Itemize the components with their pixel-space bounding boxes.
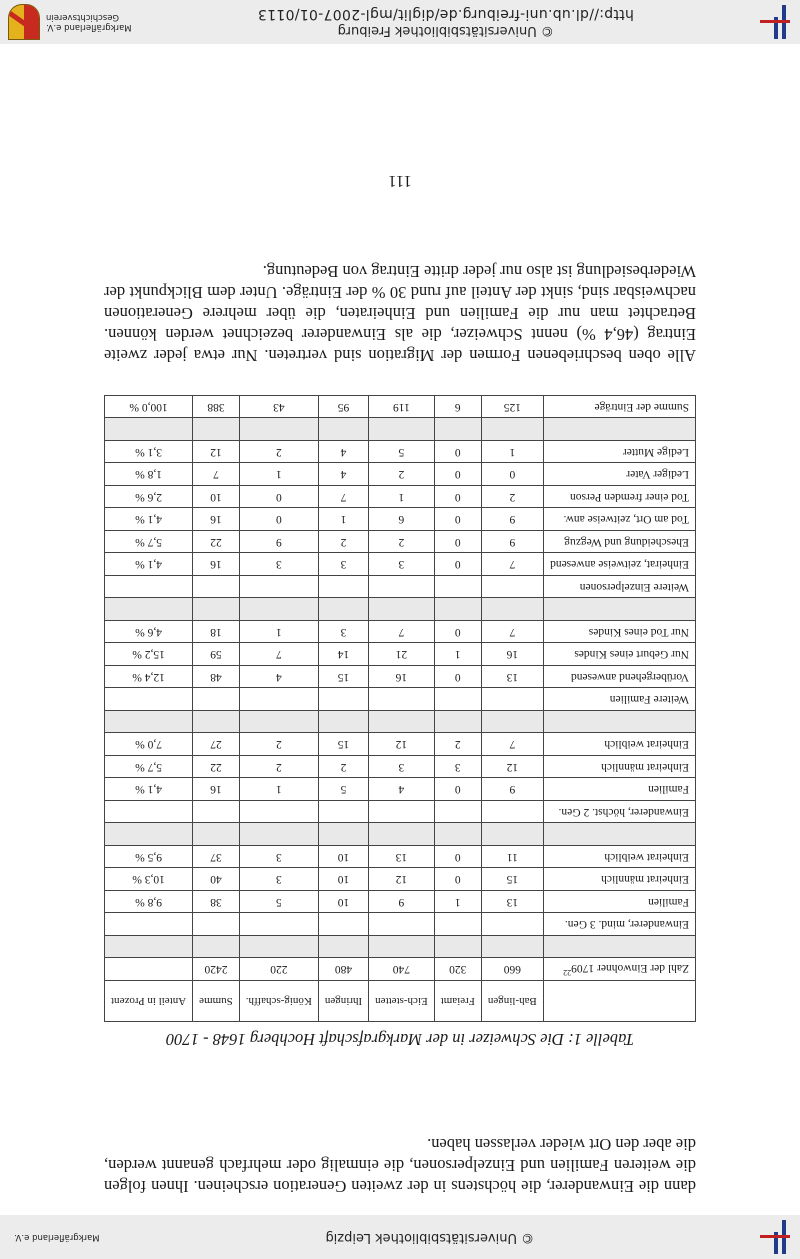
table-row-label-text: Weitere Einzelpersonen xyxy=(579,580,689,593)
table-cell: 7 xyxy=(193,463,240,486)
table-cell: 4,1 % xyxy=(105,553,193,576)
table-row-label xyxy=(543,823,695,846)
table-cell: 7 xyxy=(318,486,368,509)
table-cell: 0 xyxy=(239,508,318,531)
table-cell: 9 xyxy=(481,531,543,554)
table-cell xyxy=(434,823,481,846)
table-cell xyxy=(369,576,435,599)
table-cell xyxy=(105,958,193,981)
footer-organization-text xyxy=(46,12,132,32)
table-cell: 16 xyxy=(369,666,435,689)
table-cell: 5 xyxy=(239,891,318,914)
library-logo-icon xyxy=(760,5,790,39)
table-cell: 388 xyxy=(193,396,240,419)
table-cell: 320 xyxy=(434,958,481,981)
table-cell xyxy=(481,576,543,599)
table-row-label xyxy=(543,531,695,554)
table-cell xyxy=(434,688,481,711)
table-cell: 4 xyxy=(318,441,368,464)
table-cell xyxy=(193,418,240,441)
table-row xyxy=(105,441,696,464)
table-cell xyxy=(239,801,318,824)
footer-organization-line2: Geschichtsverein xyxy=(46,12,120,22)
table-row xyxy=(105,958,696,981)
table-cell xyxy=(239,576,318,599)
table-cell xyxy=(239,913,318,936)
table-cell: 12 xyxy=(369,868,435,891)
table-cell xyxy=(481,913,543,936)
table-cell: 0 xyxy=(239,486,318,509)
table-cell: 10 xyxy=(318,868,368,891)
table-cell xyxy=(318,576,368,599)
table-cell: 3,1 % xyxy=(105,441,193,464)
table-cell xyxy=(434,801,481,824)
table-row xyxy=(105,891,696,914)
table-row-label xyxy=(543,733,695,756)
table-cell: 740 xyxy=(369,958,435,981)
table-cell: 16 xyxy=(193,778,240,801)
table-row-label-text: Familien xyxy=(648,895,689,908)
table-cell: 3 xyxy=(239,846,318,869)
table-cell: 10 xyxy=(318,891,368,914)
table-row-label xyxy=(543,621,695,644)
table-cell: 3 xyxy=(369,756,435,779)
table-cell: 15 xyxy=(481,868,543,891)
table-cell: 4 xyxy=(369,778,435,801)
table-cell xyxy=(369,418,435,441)
table-row-label xyxy=(543,553,695,576)
table-row-label xyxy=(543,508,695,531)
table-row xyxy=(105,801,696,824)
table-cell xyxy=(434,936,481,959)
table-cell xyxy=(369,711,435,734)
table-cell xyxy=(105,576,193,599)
table-cell xyxy=(434,598,481,621)
table-cell: 2 xyxy=(318,756,368,779)
table-cell: 2 xyxy=(239,733,318,756)
table-row xyxy=(105,531,696,554)
table-cell xyxy=(193,688,240,711)
table-row xyxy=(105,643,696,666)
footer-url-link[interactable]: http://dl.ub.uni-freiburg.de/diglit/mgl-2007-01/0113 xyxy=(257,6,634,22)
table-cell: 12 xyxy=(481,756,543,779)
table-cell: 37 xyxy=(193,846,240,869)
table-row-label xyxy=(543,688,695,711)
table-row xyxy=(105,508,696,531)
table-row xyxy=(105,778,696,801)
table-row-label xyxy=(543,891,695,914)
footer-band xyxy=(0,0,800,44)
table-row-label-text: Einheirat, zeitweise anwesend xyxy=(550,558,689,571)
table-cell: 7 xyxy=(481,733,543,756)
table-cell xyxy=(239,823,318,846)
footer-copyright: © Universitätsbibliothek Freiburg xyxy=(337,23,554,38)
table-cell: 9,8 % xyxy=(105,891,193,914)
table-row-label-text: Nur Geburt eines Kindes xyxy=(574,648,689,661)
table-row xyxy=(105,913,696,936)
table-cell: 1 xyxy=(434,891,481,914)
table-cell: 14 xyxy=(318,643,368,666)
table-cell xyxy=(481,418,543,441)
table-row-label xyxy=(543,598,695,621)
table-cell: 0 xyxy=(481,463,543,486)
table-row-label-text: Einwanderer, mind. 3 Gen. xyxy=(564,918,689,931)
table-cell: 1 xyxy=(481,441,543,464)
table-cell xyxy=(318,688,368,711)
paragraph-conclusion: Alle oben beschriebenen Formen der Migration sind vertreten. Nur etwa jeder zweite Eintrag (46,4 %) nennt Schweizer, die als Einwanderer bezeichnet werden können. Betrachtet man nur die Familien und Einheiraten, die über mehrere Generationen nachweisbar sind, sinkt der Anteil auf rund 30 % der Einträge. Unter dem Blickpunkt der Wiederbesiedlung ist also nur jeder dritte Eintrag von Bedeutung. xyxy=(104,262,696,365)
table-cell xyxy=(193,598,240,621)
table-cell xyxy=(369,823,435,846)
table-cell xyxy=(481,801,543,824)
table-separator-row xyxy=(105,598,696,621)
table-cell: 9 xyxy=(481,778,543,801)
table-cell: 119 xyxy=(369,396,435,419)
table-row-label xyxy=(543,846,695,869)
table-cell: 3 xyxy=(239,868,318,891)
table-cell xyxy=(239,936,318,959)
table-cell xyxy=(105,823,193,846)
table-row xyxy=(105,733,696,756)
header-organization: Markgräflerland e.V. xyxy=(14,1232,100,1242)
table-cell xyxy=(318,913,368,936)
table-cell: 16 xyxy=(193,508,240,531)
table-row-label xyxy=(543,958,695,981)
table-cell: 6 xyxy=(434,396,481,419)
table-row xyxy=(105,576,696,599)
table-separator-row xyxy=(105,418,696,441)
table-row-label-text: Summe der Einträge xyxy=(594,400,689,413)
table-row-label xyxy=(543,868,695,891)
table-cell xyxy=(318,418,368,441)
table-cell xyxy=(481,823,543,846)
table-header-cell: Ihringen xyxy=(318,981,368,1022)
table-cell xyxy=(369,936,435,959)
table-cell xyxy=(481,598,543,621)
table-row-label xyxy=(543,778,695,801)
table-cell xyxy=(434,913,481,936)
table-row-label-text: Familien xyxy=(648,783,689,796)
table-cell: 0 xyxy=(434,531,481,554)
table-cell xyxy=(193,913,240,936)
table-cell xyxy=(239,418,318,441)
table-cell: 0 xyxy=(434,441,481,464)
table-cell: 22 xyxy=(193,531,240,554)
table-cell: 1 xyxy=(239,621,318,644)
table-cell: 1 xyxy=(369,486,435,509)
table-cell xyxy=(105,598,193,621)
table-row-label xyxy=(543,463,695,486)
table-row-label xyxy=(543,418,695,441)
table-cell xyxy=(105,418,193,441)
table-row-label-text: Ledige Mutter xyxy=(622,445,689,458)
table-cell: 2 xyxy=(481,486,543,509)
table-cell: 4,1 % xyxy=(105,508,193,531)
table-row xyxy=(105,486,696,509)
table-cell: 7 xyxy=(369,621,435,644)
table-cell: 6 xyxy=(369,508,435,531)
footer-text xyxy=(132,6,760,38)
table-cell: 4,1 % xyxy=(105,778,193,801)
table-cell xyxy=(369,688,435,711)
table-row xyxy=(105,396,696,419)
table-cell: 4 xyxy=(239,666,318,689)
table-cell: 0 xyxy=(434,508,481,531)
table-cell: 7 xyxy=(481,553,543,576)
table-cell xyxy=(318,598,368,621)
table-cell xyxy=(434,418,481,441)
table-separator-row xyxy=(105,936,696,959)
footer-organization xyxy=(8,4,132,40)
table-cell: 10 xyxy=(193,486,240,509)
table-cell xyxy=(105,913,193,936)
table-row-label xyxy=(543,486,695,509)
table-cell: 16 xyxy=(193,553,240,576)
page-number: 111 xyxy=(388,172,412,191)
table-cell: 1 xyxy=(239,778,318,801)
table-cell: 2 xyxy=(239,756,318,779)
table-row-label-text: Nur Tod eines Kindes xyxy=(588,625,689,638)
table-cell: 220 xyxy=(239,958,318,981)
table-row-label-text: Einwanderer, höchst. 2 Gen. xyxy=(558,805,689,818)
table-cell: 3 xyxy=(239,553,318,576)
table-cell: 2 xyxy=(239,441,318,464)
table-cell: 125 xyxy=(481,396,543,419)
table-cell xyxy=(193,711,240,734)
table-row-label-text: Weitere Familien xyxy=(609,693,689,706)
table-cell: 9,5 % xyxy=(105,846,193,869)
table-cell: 1 xyxy=(239,463,318,486)
table-cell xyxy=(369,801,435,824)
table-cell: 22 xyxy=(193,756,240,779)
footnote-marker: 22 xyxy=(563,967,572,977)
table-row xyxy=(105,756,696,779)
table-cell: 2 xyxy=(434,733,481,756)
table-header-cell: Freiamt xyxy=(434,981,481,1022)
table-header-cell: König-schaffh. xyxy=(239,981,318,1022)
table-row-label-text: Vorübergehend anwesend xyxy=(570,670,689,683)
table-cell xyxy=(105,688,193,711)
table-cell: 0 xyxy=(434,868,481,891)
table-cell xyxy=(105,801,193,824)
table-row-label xyxy=(543,396,695,419)
table-cell: 12,4 % xyxy=(105,666,193,689)
table-cell: 0 xyxy=(434,463,481,486)
table-cell: 13 xyxy=(481,891,543,914)
table-cell: 5,7 % xyxy=(105,531,193,554)
table-cell: 13 xyxy=(369,846,435,869)
table-row-label-text: Einheirat männlich xyxy=(601,760,689,773)
table-cell: 9 xyxy=(369,891,435,914)
table-cell: 10,3 % xyxy=(105,868,193,891)
table-cell xyxy=(434,711,481,734)
paragraph-intro: dann die Einwanderer, die höchstens in der zweiten Generation erscheinen. Ihnen folgen die weiteren Familien und Einzelpersonen, die einmalig oder mehrfach genannt werden, die aber den Ort wieder verlassen haben. xyxy=(104,1135,696,1196)
table-row-label xyxy=(543,801,695,824)
table-cell xyxy=(105,936,193,959)
table-cell: 21 xyxy=(369,643,435,666)
table-cell xyxy=(239,598,318,621)
table-cell: 4 xyxy=(318,463,368,486)
table-cell: 0 xyxy=(434,486,481,509)
table-cell: 0 xyxy=(434,778,481,801)
table-cell: 10 xyxy=(318,846,368,869)
table-cell: 4,6 % xyxy=(105,621,193,644)
table-header-cell xyxy=(543,981,695,1022)
table-header-cell: Bah-lingen xyxy=(481,981,543,1022)
table-cell: 660 xyxy=(481,958,543,981)
table-cell: 7 xyxy=(481,621,543,644)
table-row xyxy=(105,463,696,486)
footer-organization-line1: Markgräflerland e.V. xyxy=(46,22,132,32)
table-row-label-text: Einheirat weiblich xyxy=(604,850,689,863)
table-cell: 5 xyxy=(318,778,368,801)
table-header-cell: Eich-stetten xyxy=(369,981,435,1022)
table-row-label-text: Einheirat männlich xyxy=(601,873,689,886)
table-cell xyxy=(193,801,240,824)
table-cell: 11 xyxy=(481,846,543,869)
table-row-label xyxy=(543,756,695,779)
table-cell: 38 xyxy=(193,891,240,914)
table-cell: 0 xyxy=(434,553,481,576)
table-row-label-text: Tod am Ort, zeitweise anw. xyxy=(563,513,689,526)
table-cell: 1,8 % xyxy=(105,463,193,486)
table-cell: 40 xyxy=(193,868,240,891)
table-row-label xyxy=(543,576,695,599)
table-row-label xyxy=(543,643,695,666)
table-cell: 5 xyxy=(369,441,435,464)
table-cell xyxy=(105,711,193,734)
table-row-label xyxy=(543,913,695,936)
table-row xyxy=(105,868,696,891)
table-header-row xyxy=(105,981,696,1022)
table-cell: 3 xyxy=(318,553,368,576)
table-cell xyxy=(481,711,543,734)
header-library-text: © Universitätsbibliothek Leipzig xyxy=(325,1230,535,1245)
table-cell: 2,6 % xyxy=(105,486,193,509)
table-cell xyxy=(193,823,240,846)
table-cell xyxy=(193,576,240,599)
table-cell: 0 xyxy=(434,621,481,644)
table-cell: 18 xyxy=(193,621,240,644)
table-row-label xyxy=(543,711,695,734)
table-cell: 48 xyxy=(193,666,240,689)
table-row xyxy=(105,666,696,689)
table-header-cell: Summe xyxy=(193,981,240,1022)
table-cell: 2 xyxy=(369,463,435,486)
table-separator-row xyxy=(105,711,696,734)
table-cell xyxy=(369,913,435,936)
table-row xyxy=(105,553,696,576)
table-cell xyxy=(369,598,435,621)
table-cell: 3 xyxy=(369,553,435,576)
table-cell: 5,7 % xyxy=(105,756,193,779)
table-header-cell: Anteil in Prozent xyxy=(105,981,193,1022)
table-cell: 95 xyxy=(318,396,368,419)
table-cell: 59 xyxy=(193,643,240,666)
table-cell: 2 xyxy=(318,531,368,554)
table-cell: 9 xyxy=(239,531,318,554)
table-cell xyxy=(434,576,481,599)
table-cell: 0 xyxy=(434,666,481,689)
library-logo-icon xyxy=(760,1220,790,1254)
table-cell xyxy=(318,801,368,824)
table-cell: 15 xyxy=(318,666,368,689)
table-separator-row xyxy=(105,823,696,846)
table-cell: 2420 xyxy=(193,958,240,981)
table-cell: 7 xyxy=(239,643,318,666)
table-cell: 15,2 % xyxy=(105,643,193,666)
table-row-label xyxy=(543,441,695,464)
table-cell: 7,0 % xyxy=(105,733,193,756)
table-cell xyxy=(318,936,368,959)
table-row xyxy=(105,688,696,711)
table-cell xyxy=(481,688,543,711)
header-band xyxy=(0,1215,800,1259)
table-row xyxy=(105,621,696,644)
data-table xyxy=(104,395,696,1022)
table-cell: 100,0 % xyxy=(105,396,193,419)
table-cell: 1 xyxy=(434,643,481,666)
table-cell: 16 xyxy=(481,643,543,666)
table-cell: 3 xyxy=(318,621,368,644)
table-cell: 2 xyxy=(369,531,435,554)
table-cell: 0 xyxy=(434,846,481,869)
table-cell: 27 xyxy=(193,733,240,756)
table-cell: 12 xyxy=(369,733,435,756)
table-row-label-text: Ehescheidung und Wegzug xyxy=(564,535,689,548)
table-cell: 3 xyxy=(434,756,481,779)
table-caption: Tabelle 1: Die Schweizer in der Markgrafschaft Hochberg 1648 - 1700 xyxy=(165,1030,635,1049)
coat-of-arms-icon xyxy=(8,4,40,40)
table-cell: 480 xyxy=(318,958,368,981)
table-cell: 9 xyxy=(481,508,543,531)
table-row-label-text: Zahl der Einwohner 1709 xyxy=(571,961,689,974)
table-cell xyxy=(239,688,318,711)
table-cell xyxy=(193,936,240,959)
table-cell xyxy=(318,823,368,846)
table-cell: 15 xyxy=(318,733,368,756)
table-row-label xyxy=(543,666,695,689)
table-cell: 1 xyxy=(318,508,368,531)
table-row-label-text: Einheirat weiblich xyxy=(604,738,689,751)
table-cell xyxy=(481,936,543,959)
table-cell xyxy=(239,711,318,734)
table-row-label-text: Lediger Vater xyxy=(626,468,689,481)
table-row xyxy=(105,846,696,869)
table-row-label-text: Tod einer fremden Person xyxy=(570,490,689,503)
table-row-label xyxy=(543,936,695,959)
table-cell: 43 xyxy=(239,396,318,419)
table-cell xyxy=(318,711,368,734)
table-cell: 12 xyxy=(193,441,240,464)
table-cell: 13 xyxy=(481,666,543,689)
